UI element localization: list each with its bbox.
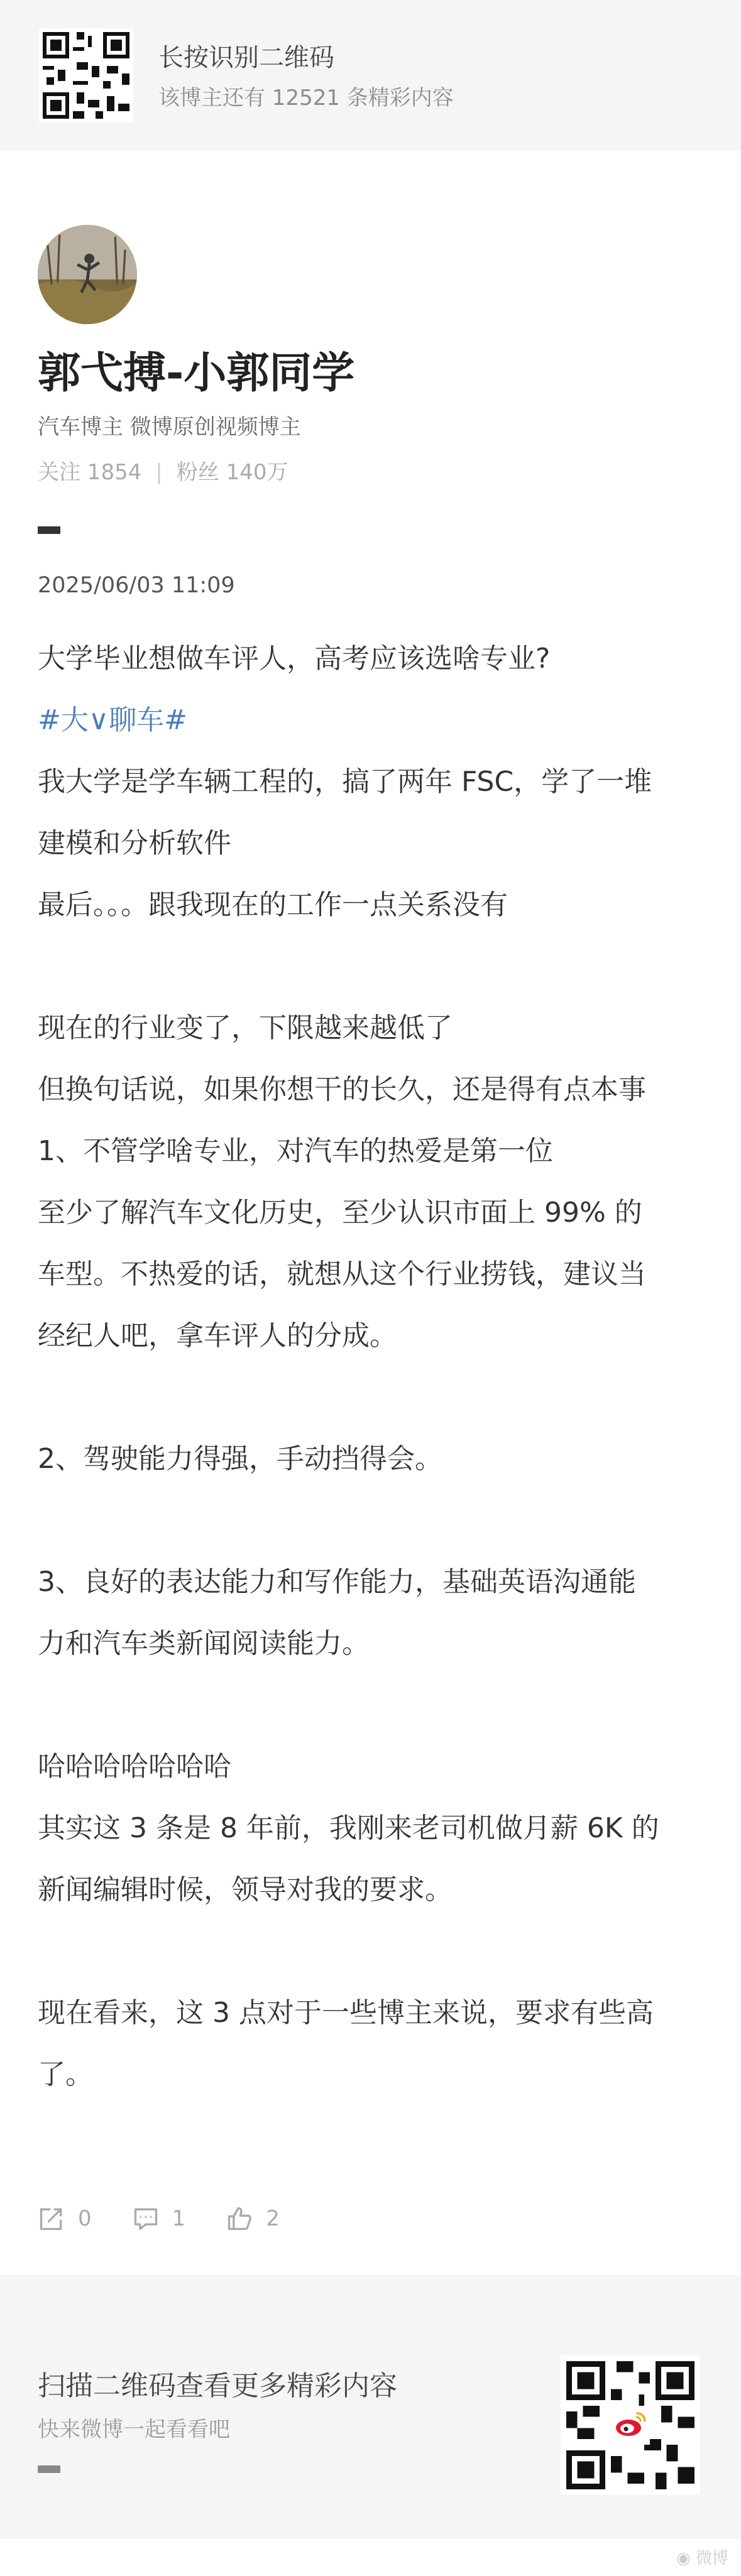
followers-count[interactable]: 粉丝 140万 <box>176 460 288 485</box>
post-line: 经纪人吧，拿车评人的分成。 <box>38 1320 397 1352</box>
qr-code-icon[interactable] <box>39 28 133 122</box>
footer-qr-section <box>0 2275 741 2539</box>
post-blank-line <box>38 936 704 997</box>
repost-icon <box>38 2205 65 2232</box>
footer-divider-mark <box>38 2465 60 2473</box>
post-blank-line <box>38 1921 704 1982</box>
weibo-logo-icon <box>613 2410 647 2438</box>
post-blank-line <box>38 1675 704 1736</box>
post-line: 最后。。。跟我现在的工作一点关系没有 <box>38 889 508 921</box>
section-divider-mark <box>38 526 60 534</box>
post-line: 了。 <box>38 2058 93 2090</box>
banner-subtitle: 该博主还有 12521 条精彩内容 <box>158 85 454 111</box>
qr-code-graphic <box>39 28 133 122</box>
post-line: 现在看来，这 3 点对于一些博主来说，要求有些高 <box>38 1997 654 2029</box>
topic-hashtag-link[interactable]: #大∨聊车# <box>38 704 187 736</box>
thumbs-up-icon <box>226 2205 253 2232</box>
comment-button[interactable] <box>132 2205 186 2232</box>
top-banner <box>0 0 741 151</box>
post-line: 车型。不热爱的话，就想从这个行业捞钱，建议当 <box>38 1258 646 1290</box>
post-line: 2、驾驶能力得强，手动挡得会。 <box>38 1443 442 1475</box>
like-count: 2 <box>266 2206 280 2231</box>
post-line: 至少了解汽车文化历史，至少认识市面上 99% 的 <box>38 1197 642 1229</box>
comment-icon <box>132 2205 160 2232</box>
post-line: 现在的行业变了，下限越来越低了 <box>38 1012 453 1044</box>
post-line: 我大学是学车辆工程的，搞了两年 FSC，学了一堆 <box>38 766 652 798</box>
post-blank-line <box>38 1490 704 1552</box>
comment-count: 1 <box>172 2206 186 2231</box>
post-line: 1、不管学啥专业，对汽车的热爱是第一位 <box>38 1135 553 1167</box>
footer-subtitle: 快来微博一起看看吧 <box>38 2417 230 2442</box>
post-date: 2025/06/03 11:09 <box>38 573 235 598</box>
user-name[interactable]: 郭弋搏-小郭同学 <box>38 349 355 398</box>
following-count[interactable]: 关注 1854 <box>38 460 142 485</box>
like-button[interactable] <box>226 2205 280 2232</box>
weibo-logo-graphic <box>613 2410 647 2438</box>
stats-divider: | <box>155 460 163 485</box>
repost-button[interactable] <box>38 2205 92 2232</box>
post-content <box>38 628 704 2106</box>
post-line: 力和汽车类新闻阅读能力。 <box>38 1628 370 1660</box>
weibo-watermark: ◉ 微博 <box>676 2549 728 2568</box>
avatar[interactable] <box>38 225 137 324</box>
user-description: 汽车博主 微博原创视频博主 <box>38 415 301 440</box>
banner-title: 长按识别二维码 <box>158 43 334 72</box>
post-blank-line <box>38 1367 704 1428</box>
avatar-photo <box>38 225 137 324</box>
user-stats <box>38 455 288 486</box>
footer-title: 扫描二维码查看更多精彩内容 <box>38 2370 397 2402</box>
post-line: 建模和分析软件 <box>38 827 231 859</box>
post-line: 但换句话说，如果你想干的长久，还是得有点本事 <box>38 1073 646 1106</box>
post-line: 哈哈哈哈哈哈哈 <box>38 1751 231 1783</box>
action-bar <box>38 2200 320 2237</box>
post-line: 大学毕业想做车评人，高考应该选啥专业? <box>38 643 551 675</box>
post-line: 新闻编辑时候，领导对我的要求。 <box>38 1874 453 1906</box>
post-line: 其实这 3 条是 8 年前，我刚来老司机做月薪 6K 的 <box>38 1812 659 1844</box>
repost-count: 0 <box>78 2206 92 2231</box>
post-line: 3、良好的表达能力和写作能力，基础英语沟通能 <box>38 1566 636 1598</box>
